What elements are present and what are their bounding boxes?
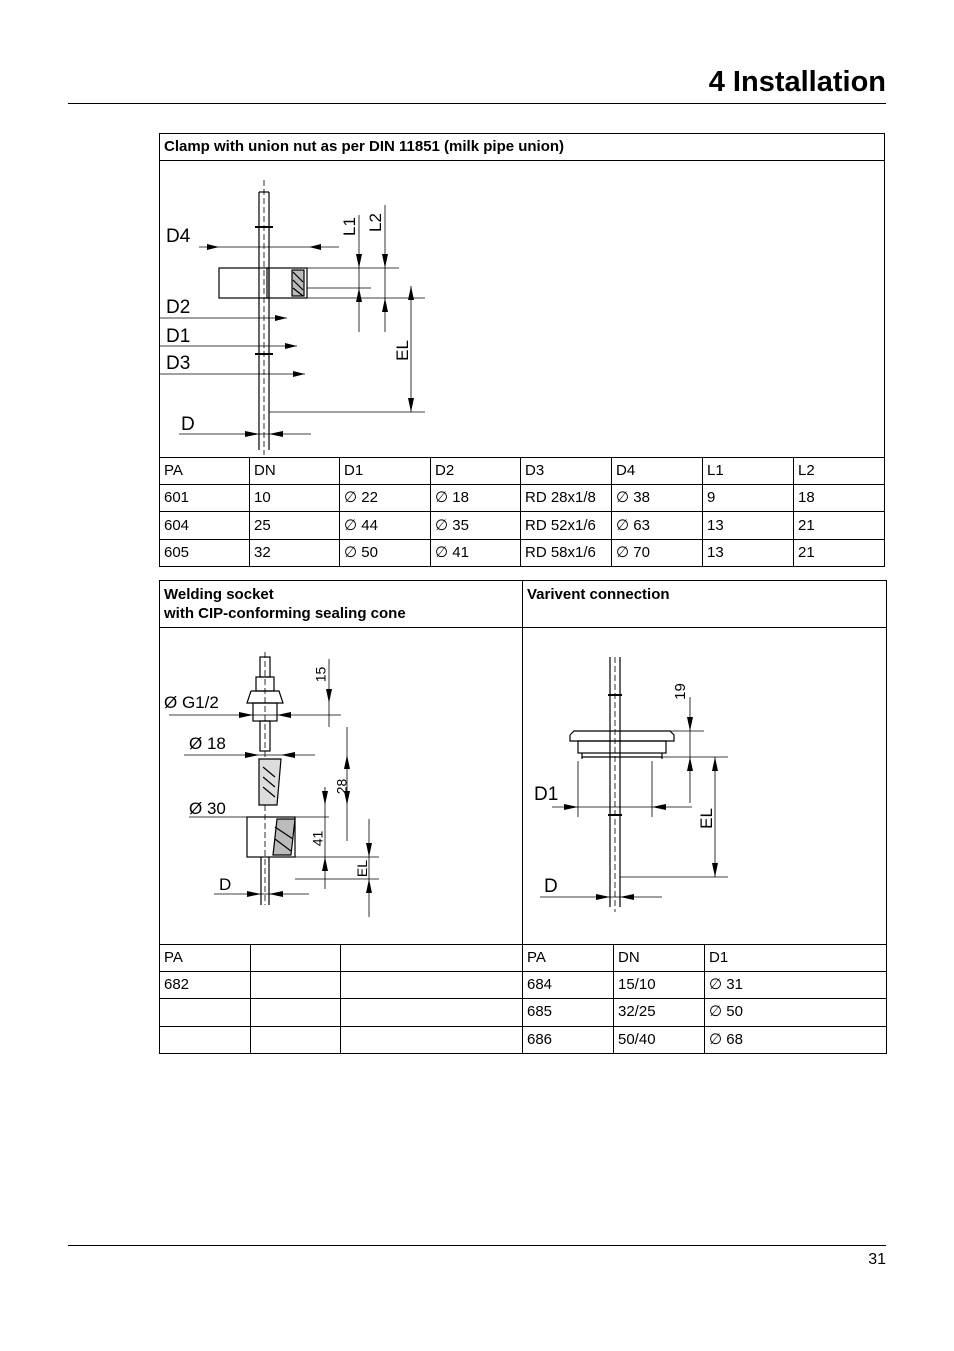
table-cell: 13 [707,517,724,534]
table-cell: 686 [527,1031,553,1048]
table-cell: ∅ 35 [435,517,469,534]
clamp-table-line [159,539,885,540]
clamp-label-l1: L1 [339,217,359,236]
clamp-table-col-line [702,457,703,567]
table-cell: ∅ 31 [709,976,743,993]
clamp-table-col-line [611,457,612,567]
clamp-label-d3: D3 [166,353,191,374]
varivent-dim-19: 19 [671,683,689,700]
table-cell: 50/40 [618,1031,656,1048]
table-cell: 13 [707,544,724,561]
lower-table-col-line [613,944,614,1054]
table-cell: 21 [798,544,815,561]
header-rule [68,103,886,104]
welding-section-title-line2: with CIP-conforming sealing cone [164,605,406,622]
footer-rule [68,1245,886,1246]
clamp-table-col-line [430,457,431,567]
table-cell: 32 [254,544,271,561]
table-cell: RD 58x1/6 [525,544,596,561]
clamp-table-col-line [520,457,521,567]
table-header-cell: PA [164,462,183,479]
table-cell: ∅ 50 [344,544,378,561]
clamp-section-title: Clamp with union nut as per DIN 11851 (milk pipe union) [164,138,565,155]
table-cell: 604 [164,517,190,534]
table-cell: 605 [164,544,190,561]
clamp-label-d2: D2 [166,297,191,318]
clamp-table-line [159,457,885,458]
clamp-table-col-line [793,457,794,567]
varivent-diagram [522,627,887,944]
lower-table-col-line [704,944,705,1054]
clamp-label-el: EL [392,340,412,361]
lower-table-line [159,944,887,945]
table-header-cell: D3 [525,462,545,479]
table-cell: 25 [254,517,271,534]
table-header-cell: D4 [616,462,636,479]
lower-table-line [159,1026,887,1027]
welding-dim-15: 15 [312,666,329,683]
lower-table-col-line [340,944,341,1054]
varivent-label-d: D [544,876,558,897]
clamp-table-col-line [249,457,250,567]
table-header-cell: L2 [798,462,815,479]
lower-table-line [159,971,887,972]
table-header-cell: DN [254,462,276,479]
varivent-label-d1: D1 [534,784,559,805]
table-cell: 682 [164,976,190,993]
welding-dim-28: 28 [333,778,350,795]
lower-table-col-line [250,944,251,1054]
table-cell: 15/10 [618,976,656,993]
clamp-label-l2: L2 [365,213,385,232]
table-cell: 32/25 [618,1003,656,1020]
welding-label-g12: Ø G1/2 [164,693,219,712]
table-cell: ∅ 44 [344,517,378,534]
table-cell: 684 [527,976,553,993]
page-title: 4 Installation [708,66,886,98]
welding-dim-41: 41 [309,830,326,847]
table-header-cell: D1 [344,462,364,479]
welding-section-title-line1: Welding socket [164,586,274,603]
welding-label-d18: Ø 18 [189,734,226,753]
welding-label-d30: Ø 30 [189,799,226,818]
table-header-cell: PA [527,949,546,966]
table-cell: RD 28x1/8 [525,489,596,506]
table-header-cell: DN [618,949,640,966]
welding-label-d: D [219,875,232,894]
varivent-section-title: Varivent connection [527,586,670,603]
table-cell: RD 52x1/6 [525,517,596,534]
table-header-cell: D1 [709,949,729,966]
clamp-diagram [159,160,459,460]
table-cell: ∅ 41 [435,544,469,561]
page-number: 31 [868,1251,886,1268]
table-header-cell: L1 [707,462,724,479]
table-cell: 18 [798,489,815,506]
lower-table-line [159,998,887,999]
table-cell: ∅ 63 [616,517,650,534]
table-cell: ∅ 22 [344,489,378,506]
clamp-label-d4: D4 [166,226,191,247]
table-cell: 601 [164,489,190,506]
table-cell: 10 [254,489,271,506]
table-header-cell: PA [164,949,183,966]
clamp-table-line [159,484,885,485]
table-cell: 9 [707,489,716,506]
varivent-dim-el: EL [696,808,716,829]
table-cell: ∅ 68 [709,1031,743,1048]
table-cell: ∅ 70 [616,544,650,561]
table-cell: ∅ 38 [616,489,650,506]
table-cell: 21 [798,517,815,534]
clamp-table-line [159,511,885,512]
table-cell: ∅ 50 [709,1003,743,1020]
clamp-label-d: D [181,414,195,435]
clamp-table-col-line [339,457,340,567]
table-cell: ∅ 18 [435,489,469,506]
welding-dim-el: EL [354,859,371,878]
table-cell: 685 [527,1003,553,1020]
clamp-label-d1: D1 [166,326,191,347]
table-header-cell: D2 [435,462,455,479]
